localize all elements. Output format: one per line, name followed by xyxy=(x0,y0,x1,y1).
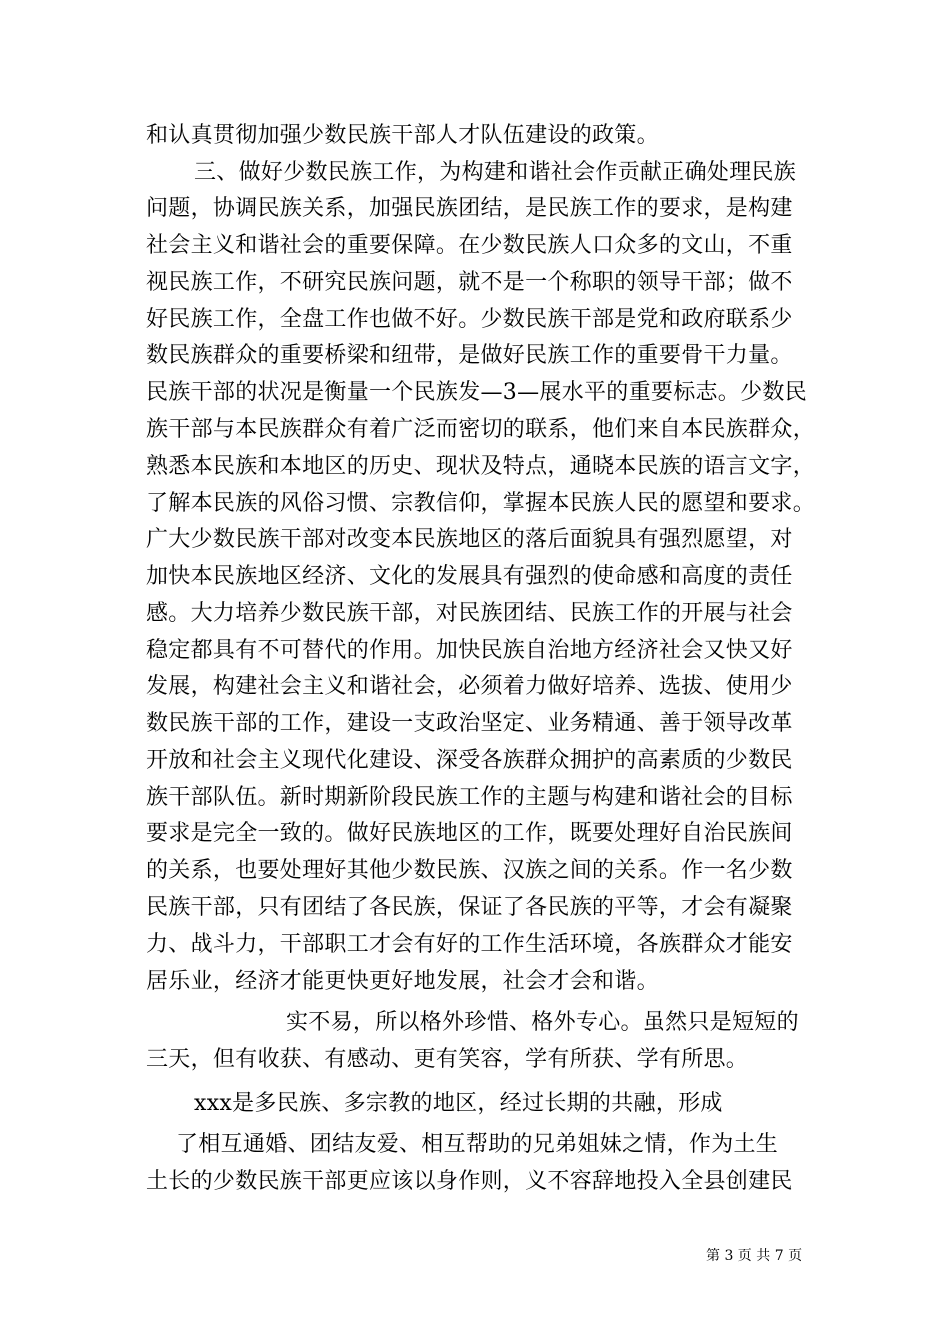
text-line-8: 民族干部的状况是衡量一个民族发—3—展水平的重要标志。少数民 xyxy=(146,380,807,405)
text-line-2: 三、做好少数民族工作，为构建和谐社会作贡献正确处理民族 xyxy=(194,160,797,185)
text-line-7: 数民族群众的重要桥梁和纽带，是做好民族工作的重要骨干力量。 xyxy=(146,343,793,368)
text-line-28: 了相互通婚、团结友爱、相互帮助的兄弟姐妹之情，作为土生 xyxy=(176,1132,779,1157)
text-line-12: 广大少数民族干部对改变本民族地区的落后面貌具有强烈愿望，对 xyxy=(146,527,793,552)
text-line-19: 族干部队伍。新时期新阶段民族工作的主题与构建和谐社会的目标 xyxy=(146,785,793,810)
text-line-6: 好民族工作，全盘工作也做不好。少数民族干部是党和政府联系少 xyxy=(146,307,793,332)
text-line-13: 加快本民族地区经济、文化的发展具有强烈的使命感和高度的责任 xyxy=(146,564,793,589)
text-line-23: 力、战斗力，干部职工才会有好的工作生活环境，各族群众才能安 xyxy=(146,932,793,957)
text-line-27: xxx是多民族、多宗教的地区，经过长期的共融，形成 xyxy=(194,1091,723,1116)
text-line-17: 数民族干部的工作，建设一支政治坚定、业务精通、善于领导改革 xyxy=(146,711,793,736)
page-number-footer: 第 3 页 共 7 页 xyxy=(706,1248,803,1264)
text-line-9: 族干部与本民族群众有着广泛而密切的联系，他们来自本民族群众， xyxy=(146,417,816,442)
text-line-1: 和认真贯彻加强少数民族干部人才队伍建设的政策。 xyxy=(146,123,659,148)
text-line-25: 实不易，所以格外珍惜、格外专心。虽然只是短短的 xyxy=(286,1010,799,1035)
text-line-24: 居乐业，经济才能更快更好地发展，社会才会和谐。 xyxy=(146,969,659,994)
text-line-3: 问题，协调民族关系，加强民族团结，是民族工作的要求，是构建 xyxy=(146,196,793,221)
text-line-18: 开放和社会主义现代化建设、深受各族群众拥护的高素质的少数民 xyxy=(146,748,793,773)
text-line-22: 民族干部，只有团结了各民族，保证了各民族的平等，才会有凝聚 xyxy=(146,895,793,920)
text-line-15: 稳定都具有不可替代的作用。加快民族自治地方经济社会又快又好 xyxy=(146,638,793,663)
text-line-10: 熟悉本民族和本地区的历史、现状及特点，通晓本民族的语言文字， xyxy=(146,454,816,479)
text-line-5: 视民族工作，不研究民族问题，就不是一个称职的领导干部；做不 xyxy=(146,270,793,295)
text-line-4: 社会主义和谐社会的重要保障。在少数民族人口众多的文山，不重 xyxy=(146,233,793,258)
text-line-26: 三天，但有收获、有感动、更有笑容，学有所获、学有所思。 xyxy=(146,1047,749,1072)
text-line-14: 感。大力培养少数民族干部，对民族团结、民族工作的开展与社会 xyxy=(146,601,793,626)
text-line-21: 的关系，也要处理好其他少数民族、汉族之间的关系。作一名少数 xyxy=(146,858,793,883)
text-line-20: 要求是完全一致的。做好民族地区的工作，既要处理好自治民族间 xyxy=(146,821,793,846)
text-line-16: 发展，构建社会主义和谐社会，必须着力做好培养、选拔、使用少 xyxy=(146,674,793,699)
text-line-11: 了解本民族的风俗习惯、宗教信仰，掌握本民族人民的愿望和要求。 xyxy=(146,491,816,516)
text-line-29: 土长的少数民族干部更应该以身作则，义不容辞地投入全县创建民 xyxy=(146,1169,793,1194)
